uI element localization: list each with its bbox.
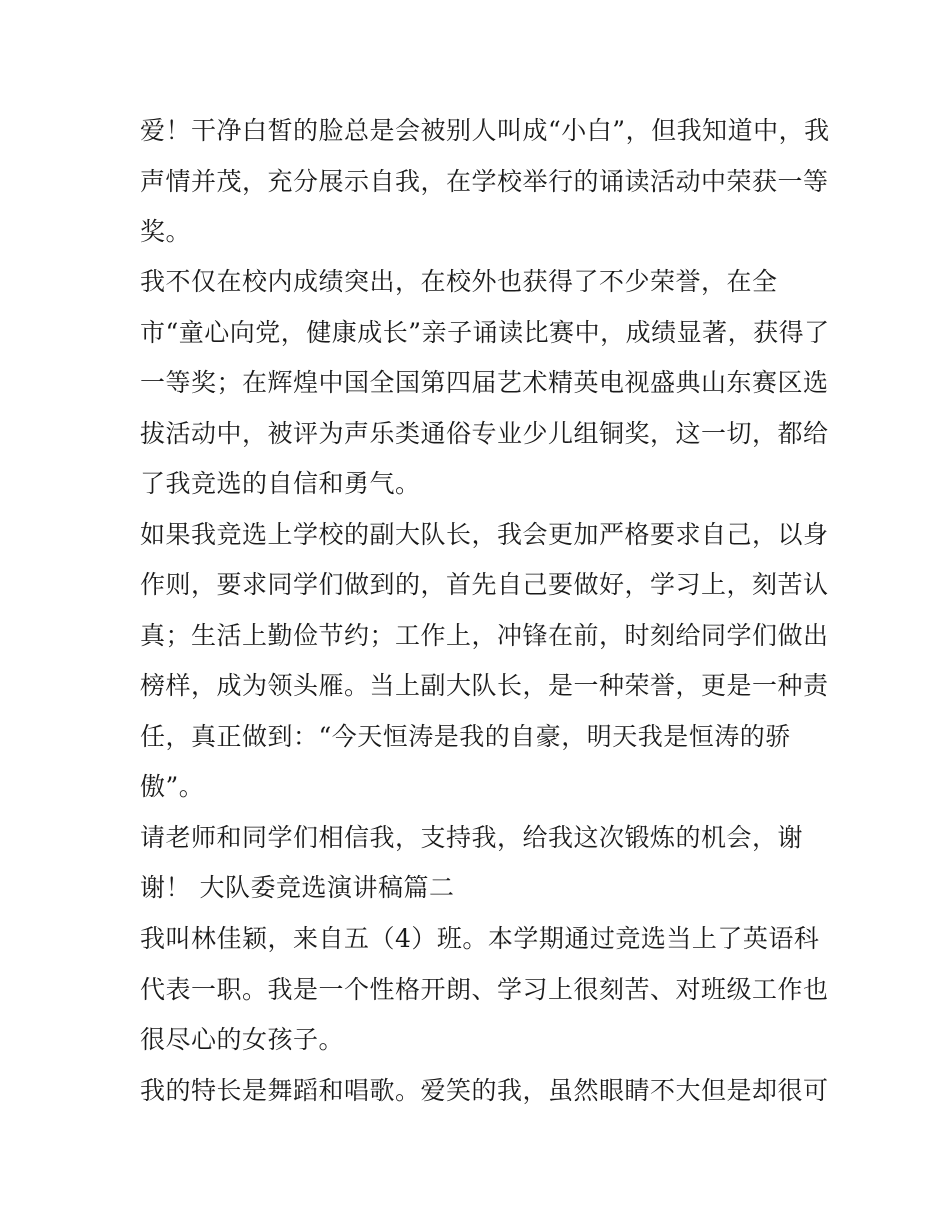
text-line: 我叫林佳颖，来自五（4）班。本学期通过竞选当上了英语科 <box>140 924 820 953</box>
text-line: 声情并茂，充分展示自我，在学校举行的诵读活动中荣获一等 <box>140 167 829 196</box>
text-line: 爱！干净白皙的脸总是会被别人叫成“小白”，但我知道中，我 <box>140 116 830 145</box>
text-line: 作则，要求同学们做到的，首先自己要做好，学习上，刻苦认 <box>140 570 829 599</box>
text-line: 一等奖；在辉煌中国全国第四届艺术精英电视盛典山东赛区选 <box>140 368 829 397</box>
text-line: 市“童心向党，健康成长”亲子诵读比赛中，成绩显著，获得了 <box>140 318 830 347</box>
text-line: 榜样，成为领头雁。当上副大队长，是一种荣誉，更是一种责 <box>140 671 829 700</box>
text-line: 傲”。 <box>140 772 205 801</box>
text-line: 真；生活上勤俭节约；工作上，冲锋在前，时刻给同学们做出 <box>140 621 829 650</box>
text-line: 请老师和同学们相信我，支持我，给我这次锻炼的机会，谢 <box>140 823 804 852</box>
text-line: 我的特长是舞蹈和唱歌。爱笑的我，虽然眼睛不大但是却很可 <box>140 1076 829 1105</box>
text-line: 谢！ 大队委竞选演讲稿篇二 <box>140 873 455 902</box>
text-line: 我不仅在校内成绩突出，在校外也获得了不少荣誉，在全 <box>140 267 778 296</box>
text-line: 奖。 <box>140 217 192 246</box>
text-line: 如果我竞选上学校的副大队长，我会更加严格要求自己，以身 <box>140 520 829 549</box>
text-line: 代表一职。我是一个性格开朗、学习上很刻苦、对班级工作也 <box>140 975 829 1004</box>
text-line: 了我竞选的自信和勇气。 <box>140 469 421 498</box>
text-line: 拔活动中，被评为声乐类通俗专业少儿组铜奖，这一切，都给 <box>140 419 829 448</box>
text-line: 任，真正做到：“今天恒涛是我的自豪，明天我是恒涛的骄 <box>140 722 791 751</box>
text-line: 很尽心的女孩子。 <box>140 1025 345 1054</box>
